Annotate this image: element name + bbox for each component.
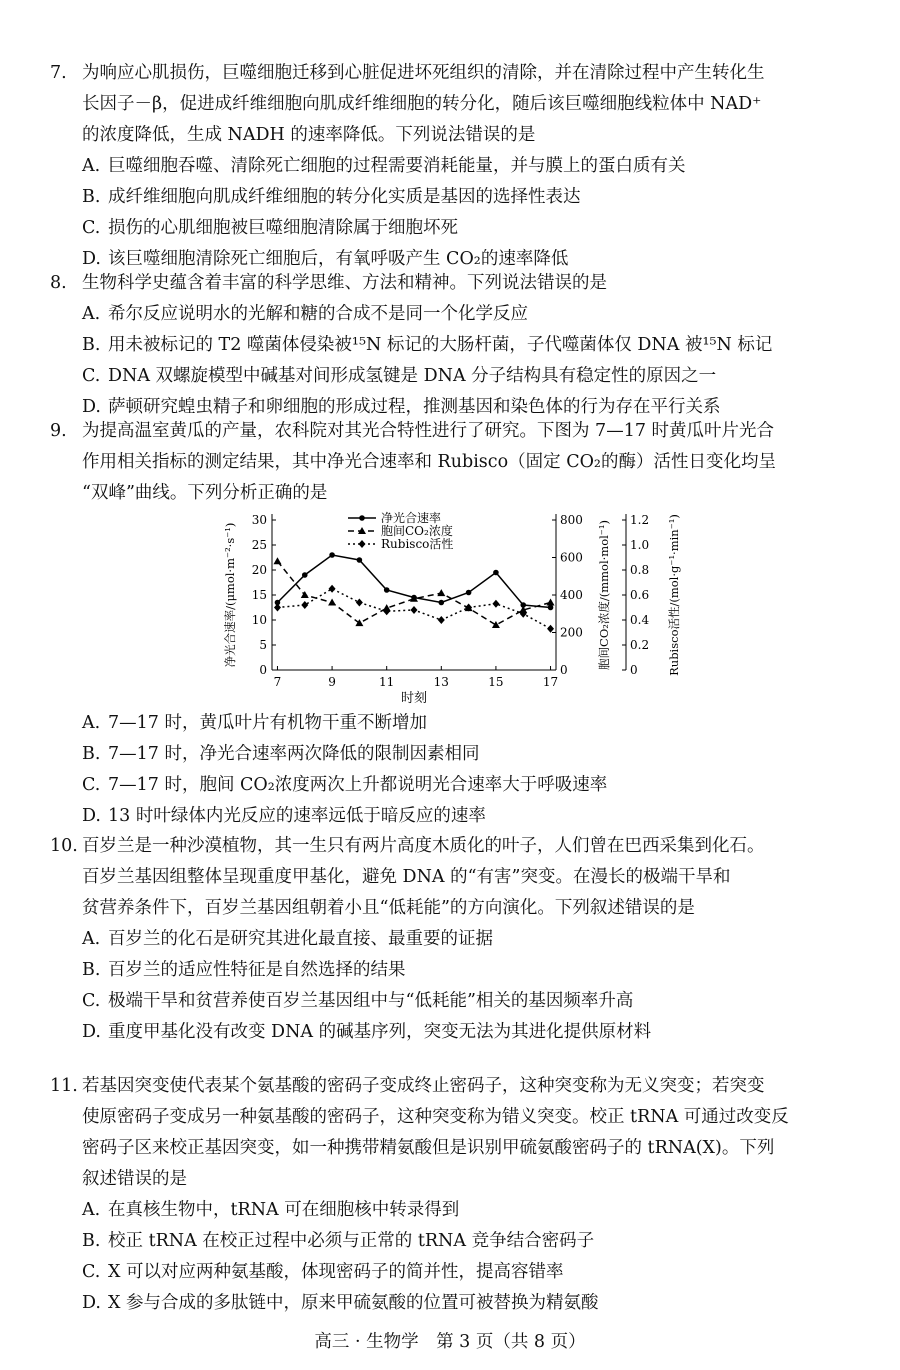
series-2-point	[547, 599, 555, 606]
photosynthesis-chart	[220, 508, 690, 708]
option-c: C. 7—17 时，胞间 CO₂浓度两次上升都说明光合速率大于呼吸速率	[82, 775, 608, 795]
legend-label-3: Rubisco活性	[381, 537, 454, 551]
question-number: 8.	[50, 273, 67, 293]
legend-label-2: 胞间CO₂浓度	[381, 524, 453, 538]
series-2-point	[301, 591, 309, 598]
question-number: 7.	[50, 63, 67, 83]
question-8	[50, 268, 858, 423]
right1-tick-label: 200	[560, 625, 583, 640]
question-number: 9.	[50, 421, 67, 441]
chart-svg	[220, 508, 690, 708]
option-d: D. 萨顿研究蝗虫精子和卵细胞的形成过程，推测基因和染色体的行为存在平行关系	[82, 397, 721, 417]
series-1-point	[439, 600, 445, 606]
question-stem: 8. 生物科学史蕴含着丰富的科学思维、方法和精神。下列说法错误的是	[50, 268, 858, 299]
series-1-point	[329, 552, 335, 558]
series-1-point	[302, 572, 308, 578]
series-3-point	[301, 601, 308, 609]
option-d: D. 重度甲基化没有改变 DNA 的碱基序列，突变无法为其进化提供原材料	[82, 1022, 652, 1042]
right2-tick-label: 0.6	[630, 588, 650, 602]
legend-marker-3	[359, 540, 366, 548]
series-line-2	[277, 561, 550, 625]
series-1-point	[493, 570, 499, 576]
series-3-point	[547, 625, 554, 633]
series-1-point	[357, 557, 363, 563]
series-3-point	[411, 606, 418, 614]
question-number: 10.	[50, 836, 78, 856]
option-a: A. 百岁兰的化石是研究其进化最直接、最重要的证据	[82, 929, 493, 949]
x-tick-label: 17	[542, 675, 559, 689]
series-3-point	[329, 585, 336, 593]
option-a: A. 在真核生物中，tRNA 可在细胞核中转录得到	[82, 1200, 460, 1220]
question-11	[50, 1071, 858, 1319]
option-c: C. 极端干旱和贫营养使百岁兰基因组中与“低耗能”相关的基因频率升高	[82, 991, 634, 1011]
question-stem: 11. 若基因突变使代表某个氨基酸的密码子变成终止密码子，这种突变称为无义突变；若突变 使原密码子变成另一种氨基酸的密码子，这种突变称为错义突变。校正 tRNA 可通过改变反 密码子区来校正基因突变，如一种携带精氨酸但是识别甲硫氨酸密码子的 tRNA(X)。下列 叙述错误的是	[50, 1071, 858, 1195]
question-number: 11.	[50, 1076, 78, 1096]
left-tick-label: 30	[251, 513, 267, 527]
right2-tick-label: 0.2	[630, 638, 650, 652]
series-1-point	[384, 587, 390, 593]
right2-tick-label: 1.2	[630, 513, 650, 527]
right2-tick-label: 0.8	[630, 563, 650, 577]
x-tick-label: 15	[488, 675, 504, 689]
series-1-point	[548, 605, 554, 611]
question-7	[50, 58, 858, 275]
left-axis-title: 净光合速率/(μmol·m⁻²·s⁻¹)	[223, 522, 237, 668]
x-tick-label: 9	[328, 675, 336, 689]
series-3-point	[438, 616, 445, 624]
right2-axis-title: Rubisco活性/(mol·g⁻¹·min⁻¹)	[667, 514, 681, 676]
option-a: A. 7—17 时，黄瓜叶片有机物干重不断增加	[82, 713, 427, 733]
option-b: B. 成纤维细胞向肌成纤维细胞的转分化实质是基因的选择性表达	[82, 187, 581, 207]
question-9-options	[50, 708, 858, 832]
x-axis-title: 时刻	[400, 691, 428, 706]
option-a: A. 巨噬细胞吞噬、清除死亡细胞的过程需要消耗能量，并与膜上的蛋白质有关	[82, 156, 686, 176]
series-1-point	[466, 590, 472, 596]
option-b: B. 校正 tRNA 在校正过程中必须与正常的 tRNA 竞争结合密码子	[82, 1231, 595, 1251]
right2-tick-label: 0	[630, 663, 638, 677]
right1-tick-label: 400	[560, 588, 583, 602]
series-2-point	[328, 599, 336, 606]
left-tick-label: 20	[251, 563, 267, 577]
option-c: C. X 可以对应两种氨基酸，体现密码子的简并性，提高容错率	[82, 1262, 564, 1282]
right1-tick-label: 600	[560, 550, 583, 565]
right1-tick-label: 800	[560, 513, 583, 527]
legend-marker-1	[359, 515, 365, 521]
left-tick-label: 0	[259, 663, 267, 677]
x-tick-label: 11	[379, 675, 395, 689]
question-stem: 9. 为提高温室黄瓜的产量，农科院对其光合特性进行了研究。下图为 7—17 时黄瓜叶片光合 作用相关指标的测定结果，其中净光合速率和 Rubisco（固定 CO₂的酶）活性日变化均呈 “双峰”曲线。下列分析正确的是	[50, 416, 858, 509]
option-b: B. 百岁兰的适应性特征是自然选择的结果	[82, 960, 406, 980]
right1-axis-title: 胞间CO₂浓度/(mmol·mol⁻¹)	[597, 520, 611, 670]
series-2-point	[437, 589, 445, 596]
left-tick-label: 15	[251, 588, 267, 602]
x-tick-label: 7	[273, 675, 282, 689]
option-d: D. 13 时叶绿体内光反应的速率远低于暗反应的速率	[82, 806, 486, 826]
left-tick-label: 5	[259, 638, 267, 652]
option-c: C. 损伤的心肌细胞被巨噬细胞清除属于细胞坏死	[82, 218, 458, 238]
option-d: D. X 参与合成的多肽链中，原来甲硫氨酸的位置可被替换为精氨酸	[82, 1293, 599, 1313]
left-tick-label: 10	[251, 613, 267, 627]
option-c: C. DNA 双螺旋模型中碱基对间形成氢键是 DNA 分子结构具有稳定性的原因之一	[82, 366, 717, 386]
series-3-point	[492, 600, 499, 608]
legend-label-1: 净光合速率	[381, 511, 442, 525]
question-stem: 10. 百岁兰是一种沙漠植物，其一生只有两片高度木质化的叶子，人们曾在巴西采集到化石。 百岁兰基因组整体呈现重度甲基化，避免 DNA 的“有害”突变。在漫长的极端干旱和 贫营养条件下，百岁兰基因组朝着小且“低耗能”的方向演化。下列叙述错误的是	[50, 831, 858, 924]
series-2-point	[273, 557, 281, 564]
option-b: B. 7—17 时，净光合速率两次降低的限制因素相同	[82, 744, 480, 764]
right2-tick-label: 1.0	[630, 538, 650, 552]
question-10	[50, 831, 858, 1048]
option-d: D. 该巨噬细胞清除死亡细胞后，有氧呼吸产生 CO₂的速率降低	[82, 249, 569, 269]
left-tick-label: 25	[251, 538, 267, 552]
series-3-point	[274, 604, 281, 612]
x-tick-label: 13	[433, 675, 449, 689]
right2-tick-label: 0.4	[630, 613, 650, 627]
question-9	[50, 416, 858, 509]
series-2-point	[492, 621, 500, 628]
option-b: B. 用未被标记的 T2 噬菌体侵染被¹⁵N 标记的大肠杆菌，子代噬菌体仅 DNA 被¹⁵N 标记	[82, 335, 773, 355]
series-3-point	[356, 599, 363, 607]
question-stem: 7. 为响应心肌损伤，巨噬细胞迁移到心脏促进坏死组织的清除，并在清除过程中产生转化生 长因子－β，促进成纤维细胞向肌成纤维细胞的转分化，随后该巨噬细胞线粒体中 NAD⁺ 的浓度降低，生成 NADH 的速率降低。下列说法错误的是	[50, 58, 858, 151]
option-a: A. 希尔反应说明水的光解和糖的合成不是同一个化学反应	[82, 304, 528, 324]
page-footer: 高三 · 生物学 第 3 页（共 8 页）	[314, 1332, 586, 1352]
right1-tick-label: 0	[560, 663, 568, 677]
